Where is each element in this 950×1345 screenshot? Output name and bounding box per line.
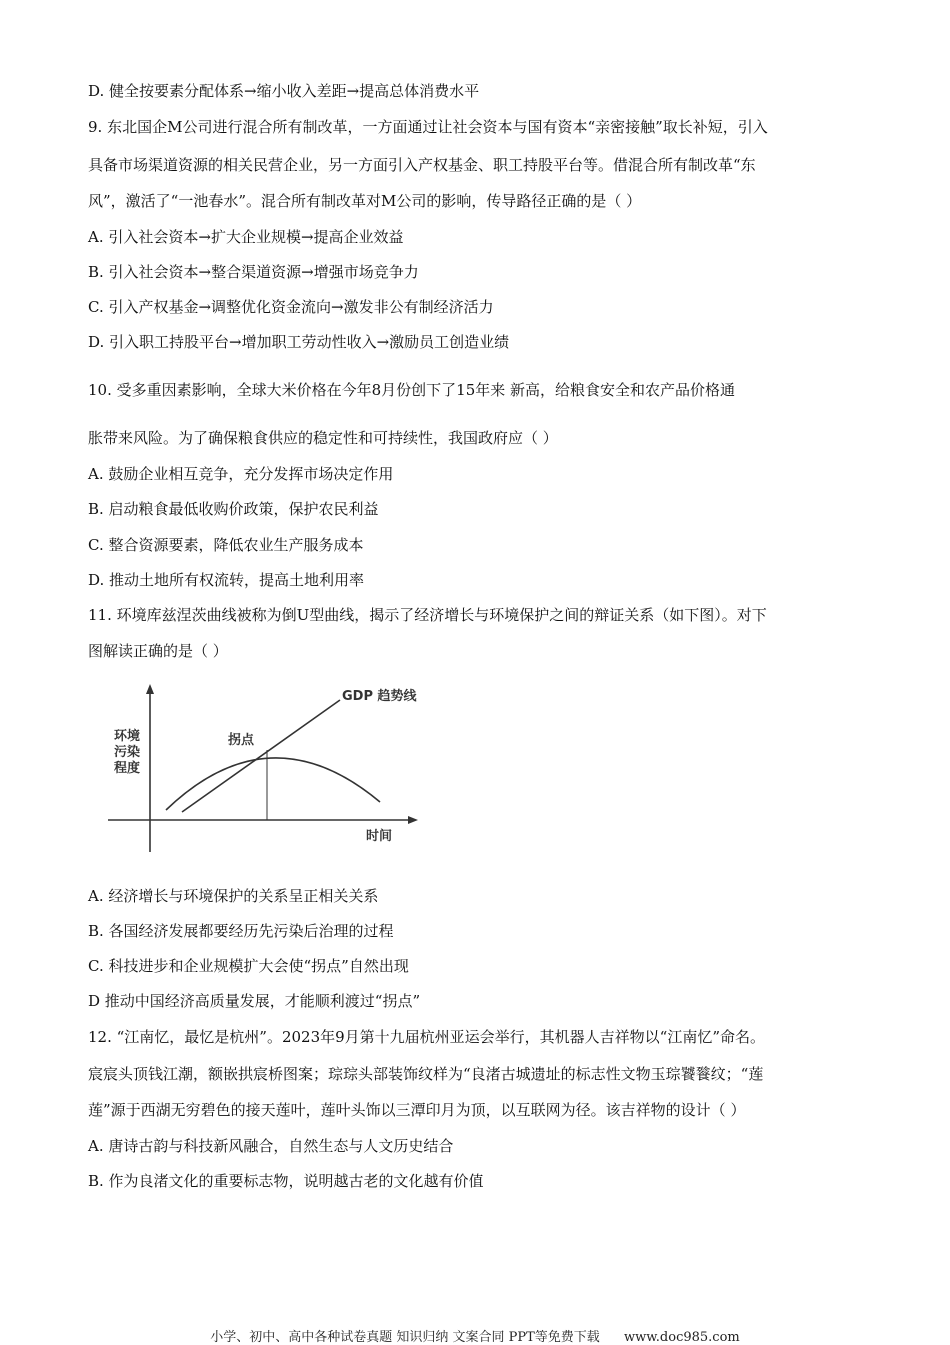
pollution-curve <box>166 758 380 810</box>
y-axis-arrow <box>146 684 154 694</box>
q12-option-b: B. 作为良渚文化的重要标志物，说明越古老的文化越有价值 <box>88 1172 484 1190</box>
q9-option-d: D. 引入职工持股平台→增加职工劳动性收入→激励员工创造业绩 <box>88 333 510 351</box>
q9-option-b: B. 引入社会资本→整合渠道资源→增强市场竞争力 <box>88 263 419 281</box>
q11-stem-line1: 11. 环境库兹涅茨曲线被称为倒U型曲线，揭示了经济增长与环境保护之间的辩证关系（如下图）。对下 <box>88 606 767 624</box>
x-axis-arrow <box>408 816 418 824</box>
q10-stem-line2: 胀带来风险。为了确保粮食供应的稳定性和可持续性，我国政府应（ ） <box>88 429 558 447</box>
x-axis-label: 时间 <box>366 829 393 844</box>
q11-option-b: B. 各国经济发展都要经历先污染后治理的过程 <box>88 922 394 940</box>
y-axis-label-line2: 污染 <box>114 745 141 760</box>
q9-option-a: A. 引入社会资本→扩大企业规模→提高企业效益 <box>88 228 404 246</box>
q9-stem-line2: 具备市场渠道资源的相关民营企业，另一方面引入产权基金、职工持股平台等。借混合所有制改革“东 <box>88 156 756 174</box>
q9-option-c: C. 引入产权基金→调整优化资金流向→激发非公有制经济活力 <box>88 298 494 316</box>
q10-option-a: A. 鼓励企业相互竞争，充分发挥市场决定作用 <box>88 465 394 483</box>
page-footer <box>0 1326 950 1345</box>
q10-option-d: D. 推动土地所有权流转，提高土地利用率 <box>88 571 365 589</box>
turning-point-label: 拐点 <box>228 733 255 748</box>
footer-text: 小学、初中、高中各种试卷真题 知识归纳 文案合同 PPT等免费下载 <box>210 1330 600 1345</box>
q11-option-a: A. 经济增长与环境保护的关系呈正相关关系 <box>88 887 379 905</box>
q9-stem-line1: 9. 东北国企M公司进行混合所有制改革，一方面通过让社会资本与国有资本“亲密接触”取长补短，引入 <box>88 118 768 136</box>
q12-option-a: A. 唐诗古韵与科技新风融合，自然生态与人文历史结合 <box>88 1137 454 1155</box>
y-axis-label-line1: 环境 <box>114 729 141 744</box>
q11-stem-line2: 图解读正确的是（ ） <box>88 642 228 660</box>
q11-option-d: D 推动中国经济高质量发展，才能顺利渡过“拐点” <box>88 992 421 1010</box>
q11-option-c: C. 科技进步和企业规模扩大会使“拐点”自然出现 <box>88 957 409 975</box>
q10-stem-line1: 10. 受多重因素影响，全球大米价格在今年8月份创下了15年来 新高，给粮食安全和农产品价格通 <box>88 381 736 399</box>
y-axis-label-line3: 程度 <box>114 761 141 776</box>
q10-option-c: C. 整合资源要素，降低农业生产服务成本 <box>88 536 364 554</box>
q8-option-d: D. 健全按要素分配体系→缩小收入差距→提高总体消费水平 <box>88 82 480 100</box>
gdp-trend-label: GDP 趋势线 <box>342 689 417 704</box>
q10-option-b: B. 启动粮食最低收购价政策，保护农民利益 <box>88 500 379 518</box>
q12-stem-line3: 莲”源于西湖无穷碧色的接天莲叶，莲叶头饰以三潭印月为顶，以互联网为径。该吉祥物的设计（ ） <box>88 1101 746 1119</box>
footer-link[interactable]: www.doc985.com <box>623 1330 740 1345</box>
kuznets-curve-chart <box>100 672 440 862</box>
q12-stem-line2: 宸宸头顶钱江潮，额嵌拱宸桥图案；琮琮头部装饰纹样为“良渚古城遗址的标志性文物玉琮饕餮纹；“莲 <box>88 1065 764 1083</box>
q12-stem-line1: 12. “江南忆，最忆是杭州”。2023年9月第十九届杭州亚运会举行，其机器人吉祥物以“江南忆”命名。 <box>88 1028 766 1046</box>
gdp-trend-line <box>182 700 340 812</box>
q9-stem-line3: 风”，激活了“一池春水”。混合所有制改革对M公司的影响，传导路径正确的是（ ） <box>88 192 642 210</box>
